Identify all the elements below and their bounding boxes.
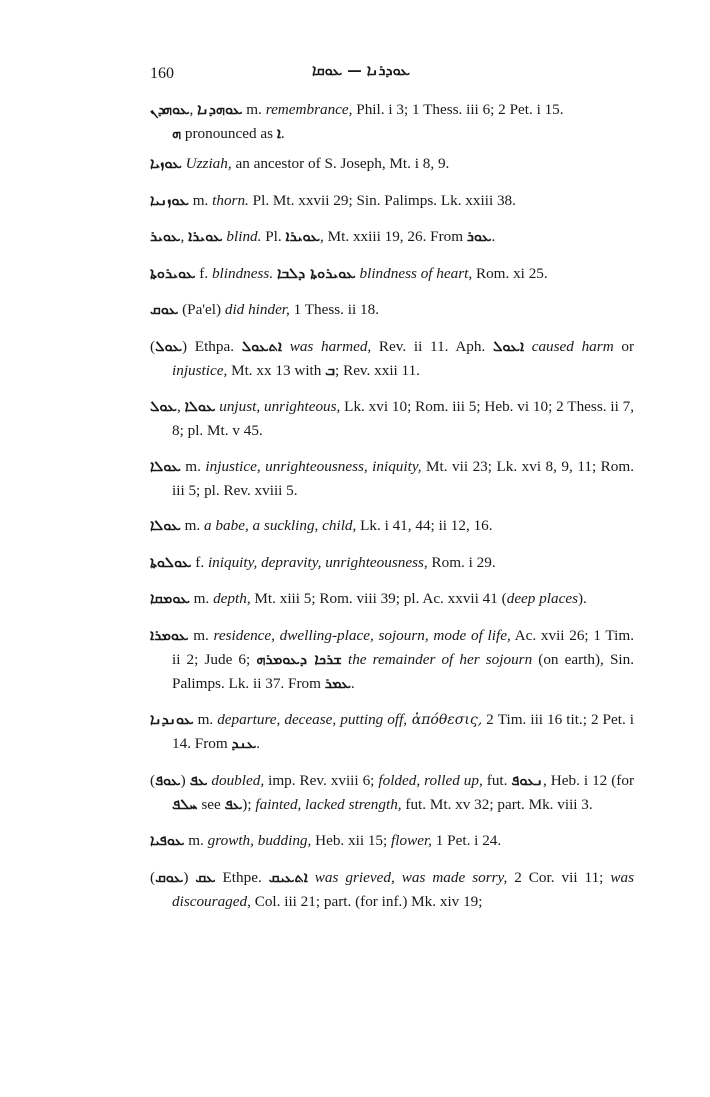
future-form: ܢܥܘܦ [511, 772, 544, 789]
citations: Mt. xiii 5; Rom. viii 39; pl. Ac. xxvii 41 ( [250, 590, 507, 607]
entry-doubled: (ܥܘܦ) ܥܦ doubled, imp. Rev. xviii 6; folded, rolled up, fut. ܢܥܘܦ, Heb. i 12 (for ܚܠܦ see ܥܦ); fainted, lacked strength, fut. Mt. xv 32; part. Mk. viii 3. [150, 771, 635, 813]
entry-blind: ܥܘܝܪ, ܥܘܝܪܐ blind. Pl. ܥܘܝܪܐ, Mt. xxiii 19, 26. From ܥܘܪ. [150, 228, 496, 245]
citations: Lk. i 41, 44; ii 12, 16. [356, 517, 493, 534]
entry-injustice: ܥܘܠܐ m. injustice, unrighteousness, iniquity, Mt. vii 23; Lk. xvi 8, 9, 11; Rom. iii 5; pl. Rev. xviii 5. [150, 457, 634, 499]
definition: did hinder, [224, 301, 290, 318]
headword: ܥܘܗܕܢ [150, 102, 190, 118]
ethpe-form: ܐܬܥܝܩ [268, 869, 308, 886]
citations: 2 Cor. vii 11; [507, 868, 611, 886]
citations: 2 Tim. iii 16 tit.; 2 Pet. i 14. From [172, 711, 634, 752]
citations: 1 Thess. ii 18. [289, 301, 379, 318]
definition-3: fainted, lacked strength, [255, 795, 402, 813]
ethpa-form: ܐܬܥܘܠ [241, 338, 282, 355]
root: ܥܘܠ [155, 338, 183, 355]
definition: a babe, a suckling, child, [204, 517, 357, 534]
entry-remembrance: ܥܘܗܕܢ, ܥܘܗܕܢܐ m. remembrance, Phil. i 3; 1 Thess. iii 6; 2 Pet. i 15. ܗ pronounced as ܐ. [150, 101, 564, 142]
headword: ܥܘܠ [150, 399, 177, 415]
entry-did-hinder: ܥܘܩ (Pa'el) did hinder, 1 Thess. ii 18. [150, 301, 379, 318]
definition: blind. [226, 228, 262, 245]
root: ܥܡܪ [324, 675, 351, 692]
citations: fut. Mt. xv 32; part. Mk. viii 3. [401, 795, 593, 813]
headword: ܥܘܠܐ [150, 518, 181, 534]
note-text: pronounced as [181, 125, 277, 142]
entry-iniquity: ܥܘܠܘܬܐ f. iniquity, depravity, unrighteousness, Rom. i 29. [150, 553, 496, 571]
definition: blindness. [211, 264, 274, 282]
headword-variant: ܥܘܝܪܐ [188, 229, 223, 245]
entry-blindness: ܥܘܝܪܘܬܐ f. blindness. ܥܘܝܪܘܬܐ ܕܠܒܐ blindness of heart, Rom. xi 25. [150, 264, 548, 282]
entry-was-harmed: (ܥܘܠ) Ethpa. ܐܬܥܘܠ was harmed, Rev. ii 11. Aph. ܐܥܘܠ caused harm or injustice, Mt. xx 13 with ܒ; Rev. xxii 11. [150, 337, 635, 379]
headword-variant: ܥܘܠܐ [184, 399, 216, 415]
definition: unjust, unrighteous, [219, 398, 341, 415]
definition-2: folded, rolled up, [378, 771, 483, 789]
citations: Rom. i 29. [427, 553, 496, 571]
citations: Mt. vii 23; Lk. xvi 8, 9, 11; Rom. iii 5; pl. Rev. xviii 5. [172, 457, 634, 499]
entry-residence: ܥܘܡܪܐ m. residence, dwelling-place, sojourn, mode of life, Ac. xvii 26; 1 Tim. ii 2; Jude 6; ܫܪܟܐ ܕܥܘܡܪܗ the remainder of her sojourn (on earth), Sin. Palimps. Lk. ii 37. From ܥܡܪ. [150, 626, 635, 692]
cross-reference: ܥܦ [224, 796, 243, 813]
phrase-definition: the remainder of her sojourn [347, 650, 533, 668]
definition: doubled, [211, 771, 265, 789]
definition: growth, budding, [207, 832, 312, 849]
headword: ܥܘܙܝܐ [150, 156, 182, 172]
root: ܥܢܕ [231, 736, 257, 752]
headword: ܥܘܙܢܝܐ [150, 192, 189, 209]
headword: ܥܘܩ [150, 302, 179, 318]
citations: an ancestor of S. Joseph, Mt. i 8, 9. [231, 155, 450, 172]
phrase: ܫܪܟܐ ܕܥܘܡܪܗ [256, 651, 342, 668]
entry-list [150, 98, 634, 925]
headword: ܥܘܦܝܐ [150, 833, 185, 849]
citations: Ac. xvii 26; 1 Tim. ii 2; Jude 6; [172, 626, 634, 668]
definition-2: caused harm [531, 337, 614, 355]
headword: ܥܦ [189, 772, 208, 789]
entry-depth: ܥܘܡܩܐ m. depth, Mt. xiii 5; Rom. viii 39; pl. Ac. xxvii 41 (deep places). [150, 590, 587, 607]
running-head: ܥܘܕܪܢܐ — ܥܘܩܐ [312, 63, 411, 79]
note-letter-2: ܐ [276, 126, 281, 142]
entry-departure: ܥܘܢܕܢܐ m. departure, decease, putting off, ἀπόθεσις, 2 Tim. iii 16 tit.; 2 Pet. i 14. From ܥܢܕ. [150, 711, 634, 752]
page-header [150, 62, 560, 86]
headword-variant: ܥܘܗܕܢܐ [197, 102, 243, 118]
definition-2: was discouraged, [172, 868, 634, 910]
headword: ܥܘܠܐ [150, 458, 181, 475]
citations: Pl. Mt. xxvii 29; Sin. Palimps. Lk. xxiii 38. [248, 191, 516, 209]
definition: Uzziah, [185, 155, 232, 172]
headword: ܥܘܢܕܢܐ [150, 712, 194, 728]
aph-form: ܐܥܘܠ [492, 338, 525, 355]
definition-3: injustice, [172, 361, 228, 379]
definition-2: deep places [506, 590, 578, 607]
definition: residence, dwelling-place, sojourn, mode of life, [213, 626, 511, 644]
phrase-definition: blindness of heart, [359, 264, 473, 282]
citations: Lk. xvi 10; Rom. iii 5; Heb. vi 10; 2 Thess. ii 7, 8; pl. Mt. v 45. [172, 398, 634, 439]
entry-unjust: ܥܘܠ, ܥܘܠܐ unjust, unrighteous, Lk. xvi 10; Rom. iii 5; Heb. vi 10; 2 Thess. ii 7, 8; pl. Mt. v 45. [150, 398, 634, 439]
citations: Rom. xi 25. [472, 264, 548, 282]
definition: was grieved, was made sorry, [314, 868, 508, 886]
definition: departure, decease, putting off, [217, 711, 408, 728]
citations: Mt. xx 13 with [227, 361, 326, 379]
citations: Heb. xii 15; [311, 832, 392, 849]
greek-equivalent: ἀπόθεσις, [407, 712, 483, 728]
definition: injustice, unrighteousness, iniquity, [205, 457, 422, 475]
definition: thorn. [212, 191, 249, 209]
headword: ܥܘܝܪܘܬܐ [150, 265, 196, 282]
root: ܥܘܪ [466, 229, 492, 245]
entry-uzziah [150, 152, 634, 176]
entry-babe: ܥܘܠܐ m. a babe, a suckling, child, Lk. i 41, 44; ii 12, 16. [150, 517, 493, 534]
page-number: 160 [150, 65, 174, 82]
definition: remembrance, [265, 101, 353, 118]
definition: iniquity, depravity, unrighteousness, [207, 553, 428, 571]
root: ܥܘܩ [155, 869, 184, 886]
headword: ܥܩ [195, 869, 216, 886]
headword: ܥܘܡܩܐ [150, 591, 190, 607]
entry-was-grieved: (ܥܘܩ) ܥܩ Ethpe. ܐܬܥܝܩ was grieved, was made sorry, 2 Cor. vii 11; was discouraged, Col. iii 21; part. (for inf.) Mk. xiv 19; [150, 868, 634, 910]
headword: ܥܘܡܪܐ [150, 627, 189, 644]
citations: , Mt. xxiii 19, 26. From [320, 228, 467, 245]
definition: was harmed, [289, 337, 372, 355]
definition-2: flower, [391, 832, 432, 849]
entry-growth: ܥܘܦܝܐ m. growth, budding, Heb. xii 15; flower, 1 Pet. i 24. [150, 832, 502, 849]
root: ܥܘܦ [155, 772, 181, 789]
entry-thorn: ܥܘܙܢܝܐ m. thorn. Pl. Mt. xxvii 29; Sin. Palimps. Lk. xxiii 38. [150, 191, 516, 209]
plural-form: ܥܘܝܪܐ [285, 229, 321, 245]
note-letter: ܗ [172, 126, 182, 142]
headword: ܥܘܝܪ [150, 229, 181, 245]
variant-word: ܚܠܦ [172, 796, 198, 813]
citations: Phil. i 3; 1 Thess. iii 6; 2 Pet. i 15. [352, 101, 564, 118]
phrase: ܥܘܝܪܘܬܐ ܕܠܒܐ [276, 265, 356, 282]
preposition: ܒ [325, 362, 336, 379]
headword: ܥܘܠܘܬܐ [150, 554, 192, 571]
definition: depth, [213, 590, 251, 607]
